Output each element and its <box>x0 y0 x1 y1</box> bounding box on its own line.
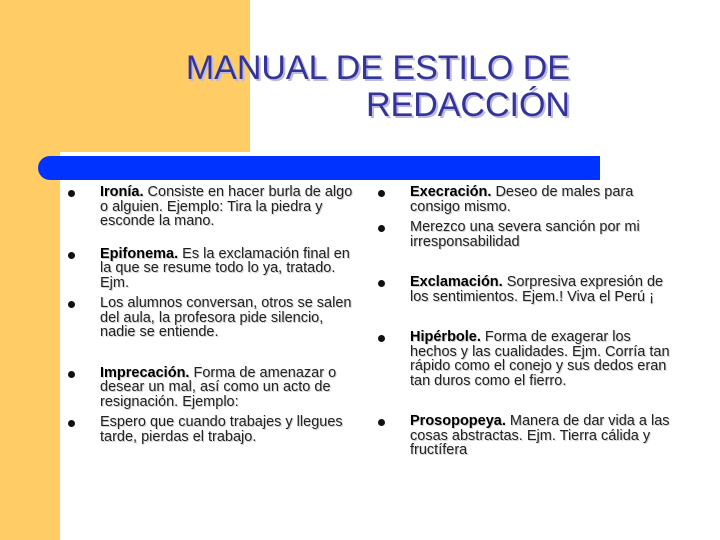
example-text: Los alumnos conversan, otros se salen del aula, la profesora pide silencio, nadie se entiende. <box>100 295 352 340</box>
list-item <box>68 247 360 291</box>
bullet-icon <box>68 420 75 427</box>
left-column <box>68 185 360 444</box>
accent-strip <box>0 152 60 540</box>
slide-title-line-2: REDACCIÓN <box>365 86 570 124</box>
term: Prosopopeya. <box>410 413 506 429</box>
bullet-icon <box>68 301 75 308</box>
list-item <box>378 414 670 458</box>
term: Imprecación. <box>100 364 190 381</box>
example-text: Espero que cuando trabajes y llegues tarde, pierdas el trabajo. <box>100 414 343 445</box>
definition: Sorpresiva expresión de los sentimientos. Ejem.! Viva el Perú ¡ <box>410 274 664 305</box>
definition: Consiste en hacer burla de algo o alguien. Ejemplo: Tira la piedra y esconde la mano. <box>100 184 353 229</box>
list-item <box>378 275 670 304</box>
term: Exclamación. <box>410 274 503 290</box>
bullet-icon <box>378 419 385 426</box>
definition: Forma de amenazar o desear un mal, así como un acto de resignación. Ejemplo: <box>100 364 337 410</box>
bullet-icon <box>378 335 385 342</box>
definition: Es la exclamación final en la que se resume todo lo ya, tratado. Ejm. <box>100 245 350 291</box>
list-item <box>68 415 360 444</box>
definition: Deseo de males para consigo mismo. <box>410 184 634 215</box>
list-item <box>68 296 360 340</box>
definition: Forma de exagerar los hechos y las cualidades. Ejm. Corría tan rápido como el conejo y sus dedos eran tan duros como el fierro. <box>410 329 670 389</box>
bullet-icon <box>68 252 75 259</box>
list-item <box>68 185 360 229</box>
example-text: Merezco una severa sanción por mi irresponsabilidad <box>410 219 640 250</box>
bullet-icon <box>378 225 385 232</box>
slide-title-line-1: MANUAL DE ESTILO DE <box>185 49 570 87</box>
bullet-icon <box>68 371 75 378</box>
list-item <box>378 185 670 214</box>
term: Ironía. <box>100 184 144 200</box>
bullet-icon <box>378 280 385 287</box>
bullet-icon <box>68 190 75 197</box>
slide-title <box>100 50 570 124</box>
list-item <box>378 330 670 388</box>
right-column <box>378 185 670 458</box>
title-underline-bar <box>38 156 600 180</box>
definition: Manera de dar vida a las cosas abstractas. Ejm. Tierra cálida y fructífera <box>410 413 670 458</box>
list-item <box>68 366 360 410</box>
list-item <box>378 220 670 249</box>
term: Epifonema. <box>100 245 179 262</box>
term: Execración. <box>410 184 492 200</box>
term: Hipérbole. <box>410 329 481 345</box>
bullet-icon <box>378 190 385 197</box>
